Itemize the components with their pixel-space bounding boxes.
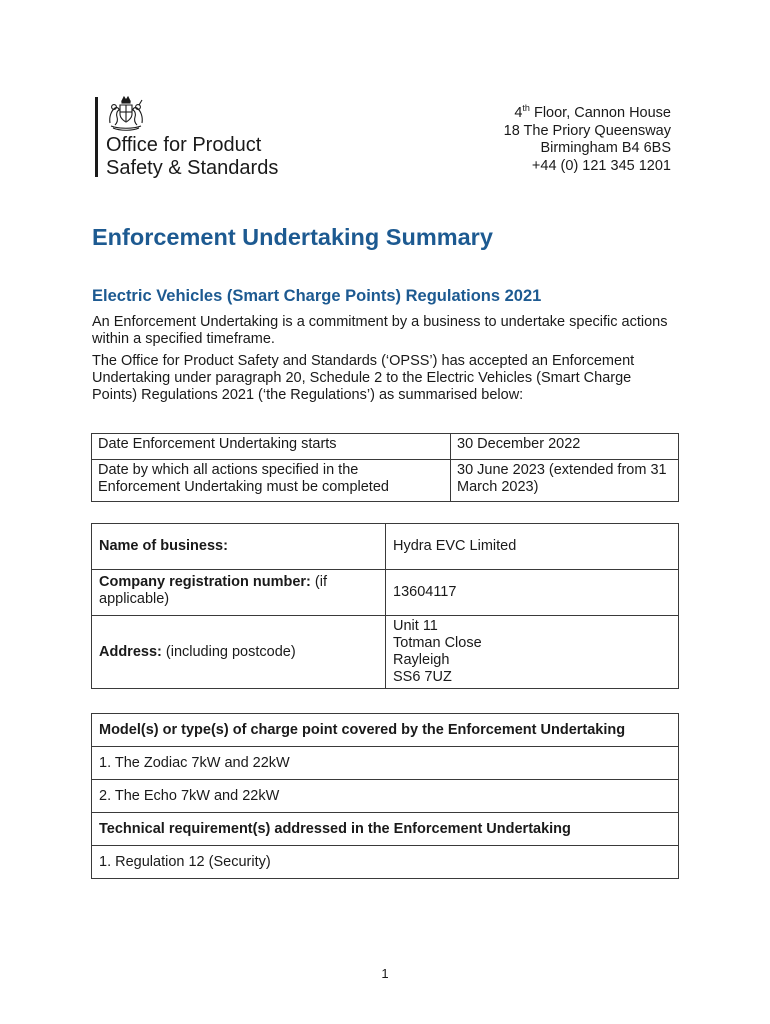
office-address xyxy=(504,105,671,175)
address-phone: +44 (0) 121 345 1201 xyxy=(531,157,671,174)
logo-text-line-2: Safety & Standards xyxy=(106,157,279,179)
registration-number-label: Company registration number: (if applicable) xyxy=(92,570,386,616)
table-row xyxy=(92,460,679,502)
completion-date-value: 30 June 2023 (extended from 31 March 2023) xyxy=(451,460,679,502)
start-date-label: Date Enforcement Undertaking starts xyxy=(92,434,451,460)
royal-coat-of-arms-icon xyxy=(105,95,147,131)
model-item: 1. The Zodiac 7kW and 22kW xyxy=(92,747,679,780)
models-header: Model(s) or type(s) of charge point covered by the Enforcement Undertaking xyxy=(92,714,679,747)
address-line: SS6 7UZ xyxy=(393,669,452,685)
table-row xyxy=(92,570,679,616)
table-row xyxy=(92,846,679,879)
table-row xyxy=(92,524,679,570)
start-date-value: 30 December 2022 xyxy=(451,434,679,460)
acceptance-paragraph: The Office for Product Safety and Standards (‘OPSS’) has accepted an Enforcement Undertaking under paragraph 20, Schedule 2 to the Electric Vehicles (Smart Charge Points) Regulations 2021 (‘the Regulations’) as summarised below: xyxy=(92,353,635,403)
address-line: Rayleigh xyxy=(393,652,450,668)
business-address-value xyxy=(386,616,679,689)
address-line: Unit 11 xyxy=(393,618,438,634)
logo-divider-bar xyxy=(95,97,98,177)
business-table xyxy=(91,523,679,689)
page-title: Enforcement Undertaking Summary xyxy=(92,224,493,250)
models-table xyxy=(91,713,679,879)
table-row xyxy=(92,714,679,747)
requirements-header: Technical requirement(s) addressed in the Enforcement Undertaking xyxy=(92,813,679,846)
table-row xyxy=(92,747,679,780)
business-name-label: Name of business: xyxy=(92,524,386,570)
table-row xyxy=(92,780,679,813)
table-row xyxy=(92,616,679,689)
logo-text-line-1: Office for Product xyxy=(106,134,262,156)
intro-paragraph: An Enforcement Undertaking is a commitment by a business to undertake specific actions within a specified timeframe. xyxy=(92,314,668,347)
model-item: 2. The Echo 7kW and 22kW xyxy=(92,780,679,813)
page-number: 1 xyxy=(381,966,389,981)
address-line: Totman Close xyxy=(393,635,482,651)
dates-table xyxy=(91,433,679,502)
table-row xyxy=(92,813,679,846)
opss-logo xyxy=(95,95,325,180)
business-name-value: Hydra EVC Limited xyxy=(386,524,679,570)
business-address-label: Address: (including postcode) xyxy=(92,616,386,689)
registration-number-value: 13604117 xyxy=(386,570,679,616)
table-row xyxy=(92,434,679,460)
page-subtitle: Electric Vehicles (Smart Charge Points) Regulations 2021 xyxy=(92,287,542,305)
address-street: 18 The Priory Queensway xyxy=(503,122,671,139)
requirement-item: 1. Regulation 12 (Security) xyxy=(92,846,679,879)
completion-date-label: Date by which all actions specified in the Enforcement Undertaking must be completed xyxy=(92,460,451,502)
address-floor: 4th Floor, Cannon House xyxy=(514,103,671,121)
address-city: Birmingham B4 6BS xyxy=(540,140,671,156)
